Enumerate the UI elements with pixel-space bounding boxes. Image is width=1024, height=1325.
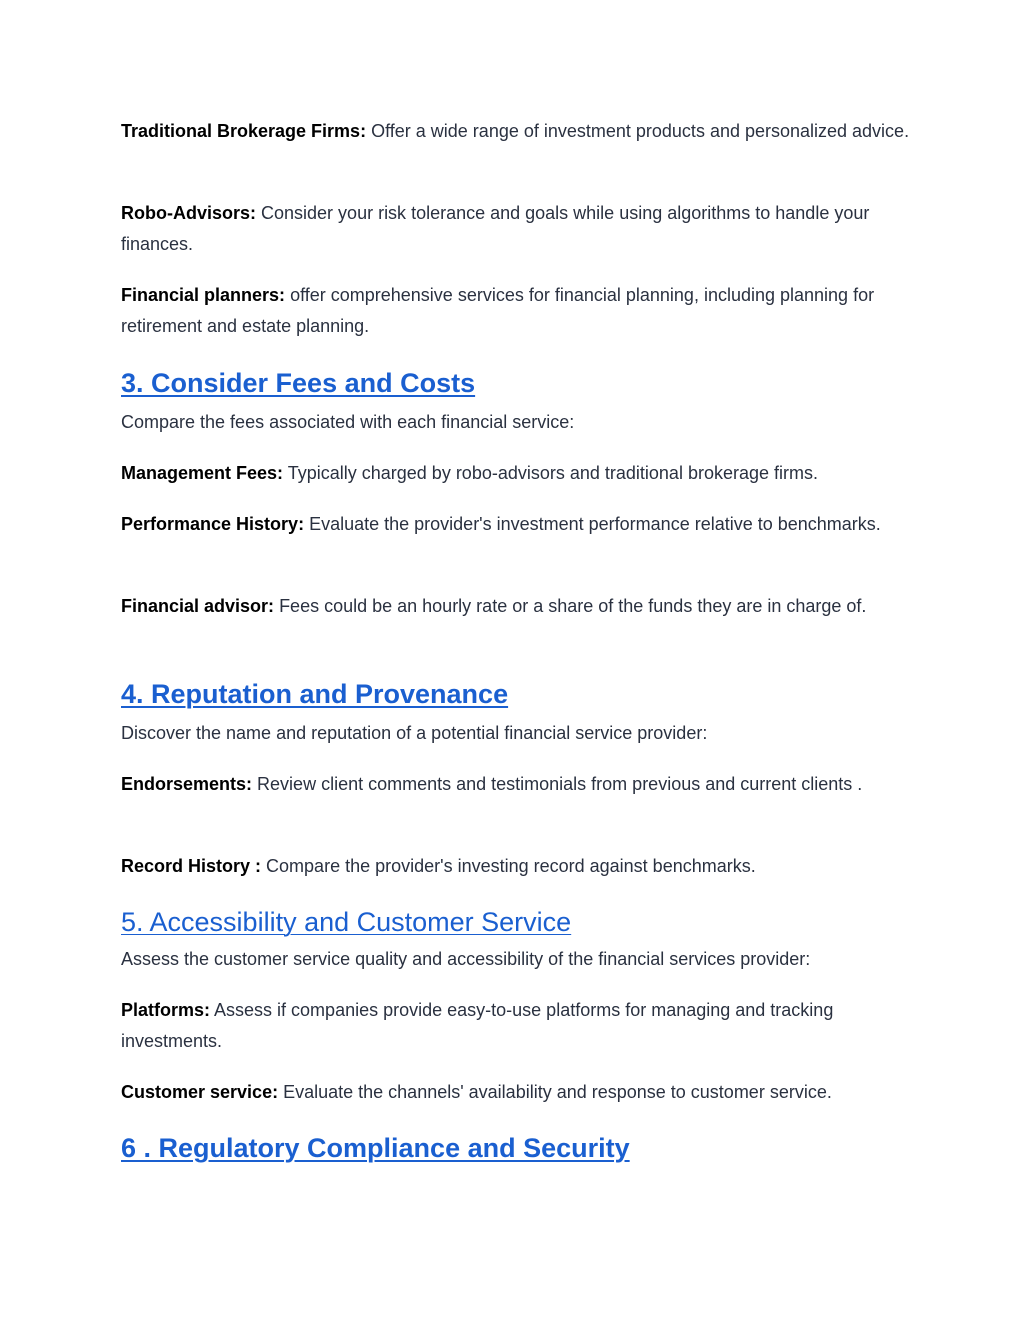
intro-accessibility: Assess the customer service quality and accessibility of the financial services provider: [121,949,811,969]
text-robo-advisors: Consider your risk tolerance and goals while using algorithms to handle your finances. [121,203,870,254]
paragraph-financial-advisor [121,591,911,622]
term-traditional-brokerage: Traditional Brokerage Firms: [121,121,367,141]
paragraph-financial-planners [121,280,911,342]
term-management-fees: Management Fees: [121,463,284,483]
intro-reputation: Discover the name and reputation of a potential financial service provider: [121,723,708,743]
term-record-history: Record History : [121,856,262,876]
term-robo-advisors: Robo-Advisors: [121,203,256,223]
text-platforms: Assess if companies provide easy-to-use platforms for managing and tracking investments. [121,1000,834,1051]
heading-link-reputation[interactable]: 4. Reputation and Provenance [121,679,509,709]
text-management-fees: Typically charged by robo-advisors and traditional brokerage firms. [287,463,818,483]
text-customer-service: Evaluate the channels' availability and response to customer service. [283,1082,832,1102]
text-endorsements: Review client comments and testimonials from previous and current clients . [257,774,863,794]
paragraph-traditional-brokerage [121,116,911,147]
paragraph-platforms [121,995,911,1057]
text-financial-planners: offer comprehensive services for financial planning, including planning for retirement and estate planning. [121,285,875,336]
paragraph-record-history [121,851,911,882]
paragraph-robo-advisors [121,198,911,260]
heading-link-regulatory[interactable]: 6 . Regulatory Compliance and Security [121,1133,630,1163]
term-endorsements: Endorsements: [121,774,253,794]
paragraph-performance-history [121,509,911,540]
text-traditional-brokerage: Offer a wide range of investment products and personalized advice. [371,121,910,141]
text-financial-advisor: Fees could be an hourly rate or a share of the funds they are in charge of. [279,596,867,616]
paragraph-endorsements [121,769,911,800]
term-customer-service: Customer service: [121,1082,279,1102]
term-performance-history: Performance History: [121,514,305,534]
term-platforms: Platforms: [121,1000,211,1020]
term-financial-advisor: Financial advisor: [121,596,275,616]
text-performance-history: Evaluate the provider's investment performance relative to benchmarks. [309,514,881,534]
text-record-history: Compare the provider's investing record against benchmarks. [266,856,756,876]
intro-fees-and-costs: Compare the fees associated with each financial service: [121,412,575,432]
paragraph-management-fees [121,458,911,489]
heading-link-fees-and-costs[interactable]: 3. Consider Fees and Costs [121,368,476,398]
paragraph-customer-service [121,1077,911,1108]
term-financial-planners: Financial planners: [121,285,286,305]
heading-link-accessibility[interactable]: 5. Accessibility and Customer Service [121,907,572,937]
